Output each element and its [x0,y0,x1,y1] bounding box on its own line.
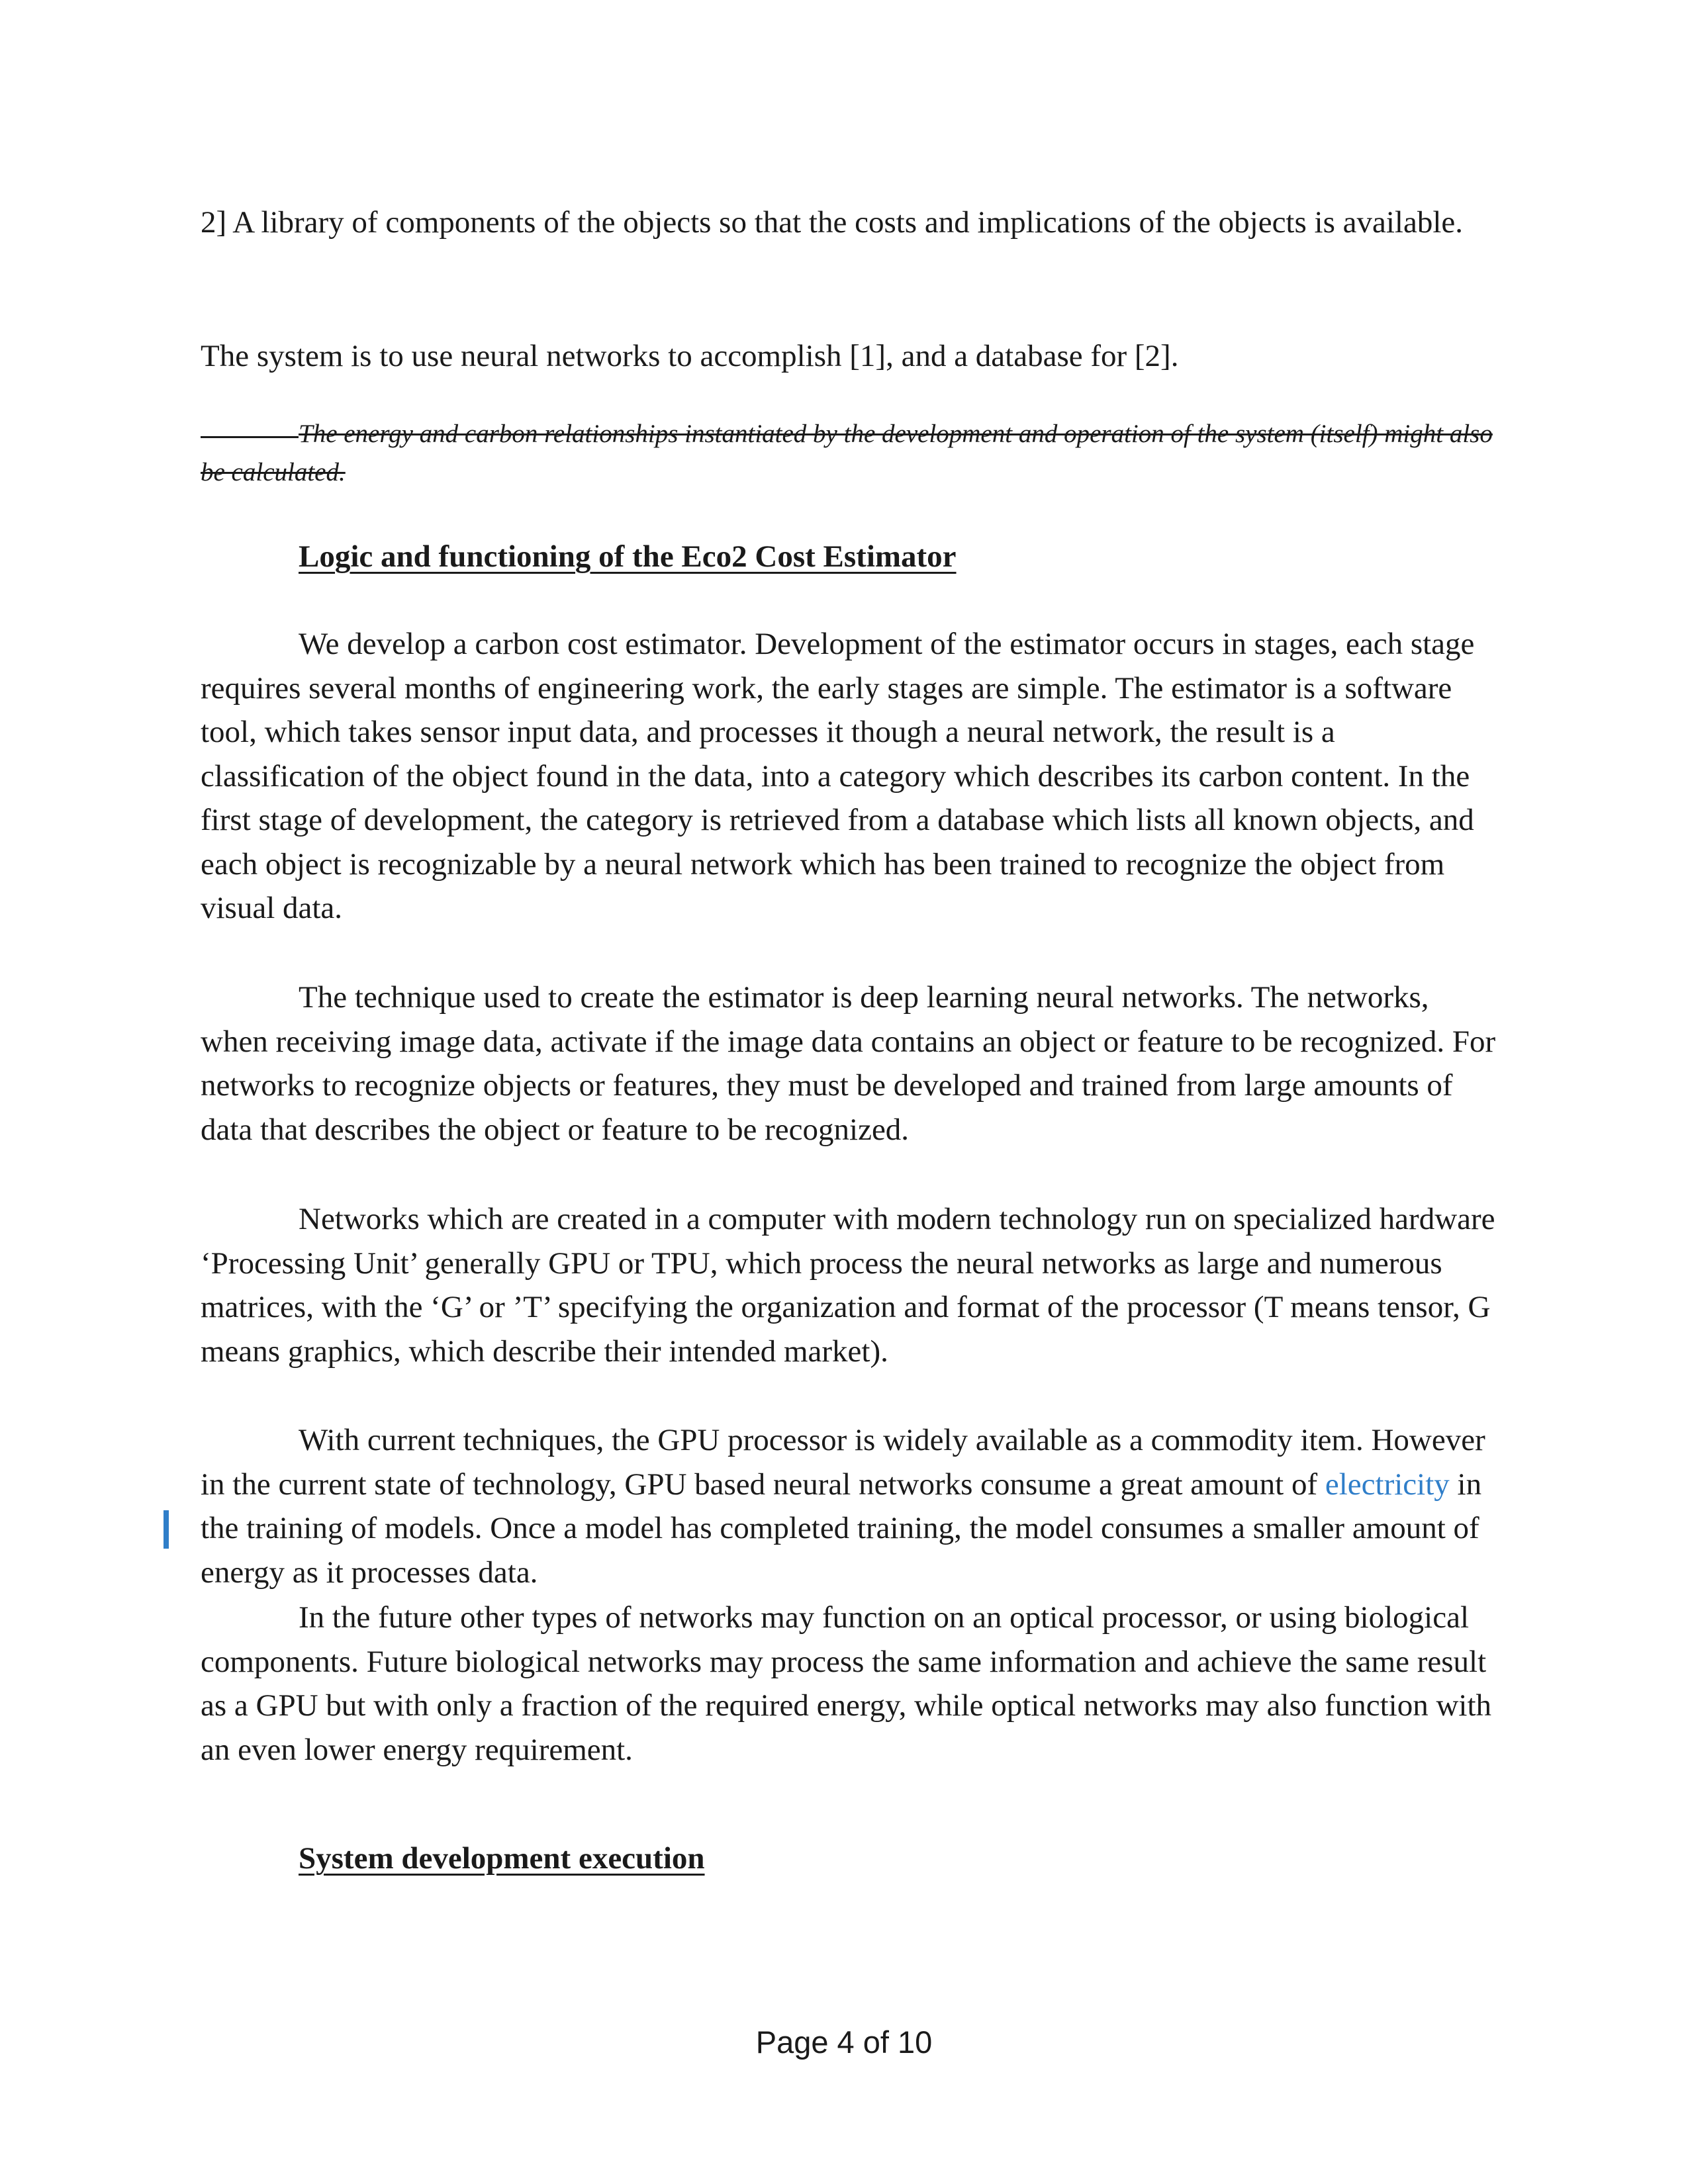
paragraph-current-techniques [201,1418,1498,1594]
paragraph-struck-energy: The energy and carbon relationships instantiated by the development and operation of the system (itself) might also be calculated. [201,420,1493,486]
tracked-change-bar [164,1510,169,1549]
paragraph-library: 2] A library of components of the objects so that the costs and implications of the objects is available. [201,205,1463,240]
paragraph-future: In the future other types of networks may function on an optical processor, or using biological components. Future biological networks may process the same information and achieve the same result as a GPU but with only a fraction of the required energy, while optical networks may also function with an even lower energy requirement. [201,1600,1492,1767]
current-text-after: in the training of models. Once a model has completed training, the model consumes a smaller amount of energy as it processes data. [201,1467,1482,1590]
electricity-link[interactable]: electricity [1325,1467,1450,1502]
paragraph-networks: Networks which are created in a computer with modern technology run on specialized hardware ‘Processing Unit’ generally GPU or TPU, which process the neural networks as large and numerous matrices, with the ‘G’ or ’T’ specifying the organization and format of the processor (T means tensor, G means graphics, which describe their intended market). [201,1202,1495,1369]
paragraph-develop: We develop a carbon cost estimator. Development of the estimator occurs in stages, each stage requires several months of engineering work, the early stages are simple. The estimator is a software tool, which takes sensor input data, and processes it though a neural network, the result is a classification of the object found in the data, into a category which describes its carbon content. In the first stage of development, the category is retrieved from a database which lists all known objects, and each object is recognizable by a neural network which has been trained to recognize the object from visual data. [201,627,1475,925]
current-text-before: With current techniques, the GPU processor is widely available as a commodity item. However in the current state of technology, GPU based neural networks consume a great amount of [201,1423,1485,1502]
paragraph-technique: The technique used to create the estimator is deep learning neural networks. The networks, when receiving image data, activate if the image data contains an object or feature to be recognized. For networks to recognize objects or features, they must be developed and trained from large amounts of data that describes the object or feature to be recognized. [201,980,1496,1147]
page-number-footer: Page 4 of 10 [755,2025,933,2060]
section-heading-system-development: System development execution [299,1841,705,1876]
section-heading-logic: Logic and functioning of the Eco2 Cost Estimator [299,539,957,574]
paragraph-system: The system is to use neural networks to accomplish [1], and a database for [2]. [201,339,1179,373]
